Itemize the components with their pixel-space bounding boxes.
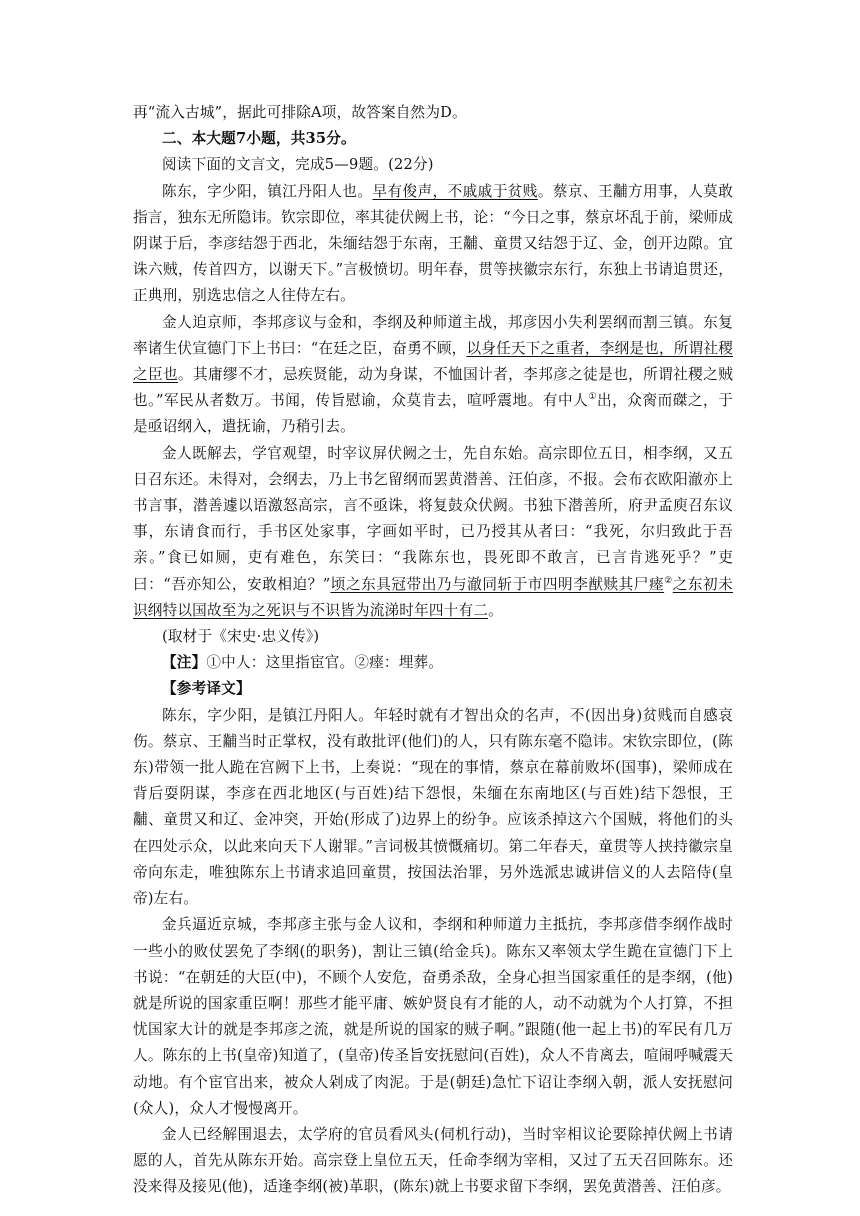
note-text: ①中人：这里指宦官。②瘗：埋葬。 [206,654,444,672]
classical-paragraph-1 [133,179,733,310]
translation-paragraph-2: 金兵逼近京城，李邦彦主张与金人议和，李纲和种师道力主抵抗，李邦彦借李纲作战时一些小的败仗罢免了李纲(的职务)，割让三镇(给金兵)。陈东又率领太学生跪在宣德门下上书说：“在朝廷的大臣(中)，不顾个人安危，奋勇杀敌，全身心担当国家重任的是李纲，(他)就是所说的国家重臣啊！那些才能平庸、嫉妒贤良有才能的人，动不动就为个人打算，不担忧国家大计的就是李邦彦之流，就是所说的国家的贼子啊。”跟随(他一起上书)的军民有几万人。陈东的上书(皇帝)知道了，(皇帝)传圣旨安抚慰问(百姓)，众人不肯离去，喧闹呼喊震天动地。有个宦官出来，被众人剁成了肉泥。于是(朝廷)急忙下诏让李纲入朝，派人安抚慰问(众人)，众人才慢慢离开。 [133,916,733,1117]
p2-text-c: 出，众脔而磔之，于是亟诏纲入，遣抚谕，乃稍引去。 [133,392,733,436]
document-page [133,100,733,1201]
note-marker-1: ① [588,392,597,403]
note-marker-2: ② [664,575,673,586]
translation-heading: 【参考译文】 [162,680,251,698]
footnotes [133,650,733,676]
p1-text-a: 陈东，字少阳，镇江丹阳人也。 [162,182,373,200]
translation-paragraph-3: 金人已经解围退去，太学府的官员看风头(伺机行动)，当时宰相议论要除掉伏阙上书请愿的人，首先从陈东开始。高宗登上皇位五天，任命李纲为宰相，又过了五天召回陈东。还没来得及接见(他)，适逢李纲(被)革职，(陈东)就上书要求留下李纲，罢免黄潜善、汪伯彦。 [133,1125,733,1196]
reading-instruction: 阅读下面的文言文，完成5—9题。(22分) [162,156,434,174]
source-citation: (取材于《宋史·忠义传》) [162,628,320,646]
classical-paragraph-3 [133,441,733,624]
p3-underlined-sentence-b: 之东初未识纲特以国故至为之死识与不识皆为流涕时年四十有二 [133,575,733,619]
note-label: 【注】 [162,654,207,672]
p2-text-b: 。其庸缪不才，忌疾贤能，动为身谋，不恤国计者，李邦彦之徒是也，所谓社稷之贼也。”军民从者数万。书闻，传旨慰谕，众莫肯去，喧呼震地。有中人 [133,366,733,410]
answer-tail-line: 再“流入古城”，据此可排除A项，故答案自然为D。 [133,104,467,121]
section-heading: 二、本大题7小题，共35分。 [162,130,356,148]
translation-paragraph-1: 陈东，字少阳，是镇江丹阳人。年轻时就有才智出众的名声，不(因出身)贫贱而自感哀伤。蔡京、王黼当时正掌权，没有敢批评(他们)的人，只有陈东毫不隐讳。宋钦宗即位，(陈东)带领一批人跪在宫阙下上书，上奏说：“现在的事情，蔡京在幕前败坏(国事)，梁师成在背后耍阴谋，李彦在西北地区(与百姓)结下怨恨，朱缅在东南地区(与百姓)结下怨恨，王黼、童贯又和辽、金冲突，开始(形成了)边界上的纷争。应该杀掉这六个国贼，将他们的头在四处示众，以此来向天下人谢罪。”言词极其愤慨痛切。第二年春天，童贯等人挟持徽宗皇帝向东走，唯独陈东上书请求追回童贯，按国法治罪，另外选派忠诚讲信义的人去陪侍(皇帝)左右。 [133,706,733,908]
p1-text-b: 。蔡京、王黼方用事，人莫敢指言，独东无所隐讳。钦宗即位，率其徒伏阙上书，论：“今日之事，蔡京坏乱于前，梁师成阴谋于后，李彦结怨于西北，朱缅结怨于东南，王黼、童贯又结怨于辽、金，创开边隙。宜诛六贼，传首四方，以谢天下。”言极愤切。明年春，贯等挟徽宗东行，东独上书请追贯还，正典刑，别选忠信之人往侍左右。 [133,182,733,305]
p2-text-a: 金人迫京师，李邦彦议与金和，李纲及种师道主战，邦彦因小失利罢纲而割三镇。东复率诸生伏宣德门下上书曰：“在廷之臣，奋勇不顾， [133,313,733,357]
p1-underlined-sentence: 早有俊声，不戚戚于贫贱 [372,182,538,200]
p3-underlined-sentence-a: 顷之东具冠带出乃与澈同斩于市四明李猷赎其尸瘗 [330,575,665,593]
p3-text-b: 。 [488,601,503,619]
p2-underlined-sentence: 以身任天下之重者，李纲是也，所谓社稷之臣也 [133,339,733,384]
classical-paragraph-2 [133,310,733,441]
p3-text-a: 金人既解去，学官观望，时宰议屏伏阙之士，先自东始。高宗即位五日，相李纲，又五日召东还。未得对，会纲去，乃上书乞留纲而罢黄潜善、汪伯彦，不报。会布衣欧阳澈亦上书言事，潜善遽以语激怒高宗，言不亟诛，将复鼓众伏阙。书独下潜善所，府尹孟庾召东议事，东请食而行，手书区处家事，字画如平时，已乃授其从者曰：“我死，尔归致此于吾亲。”食已如厕，吏有难色，东笑曰：“我陈东也，畏死即不敢言，已言肯逃死乎？”吏曰：“吾亦知公，安敢相迫？” [133,444,733,593]
